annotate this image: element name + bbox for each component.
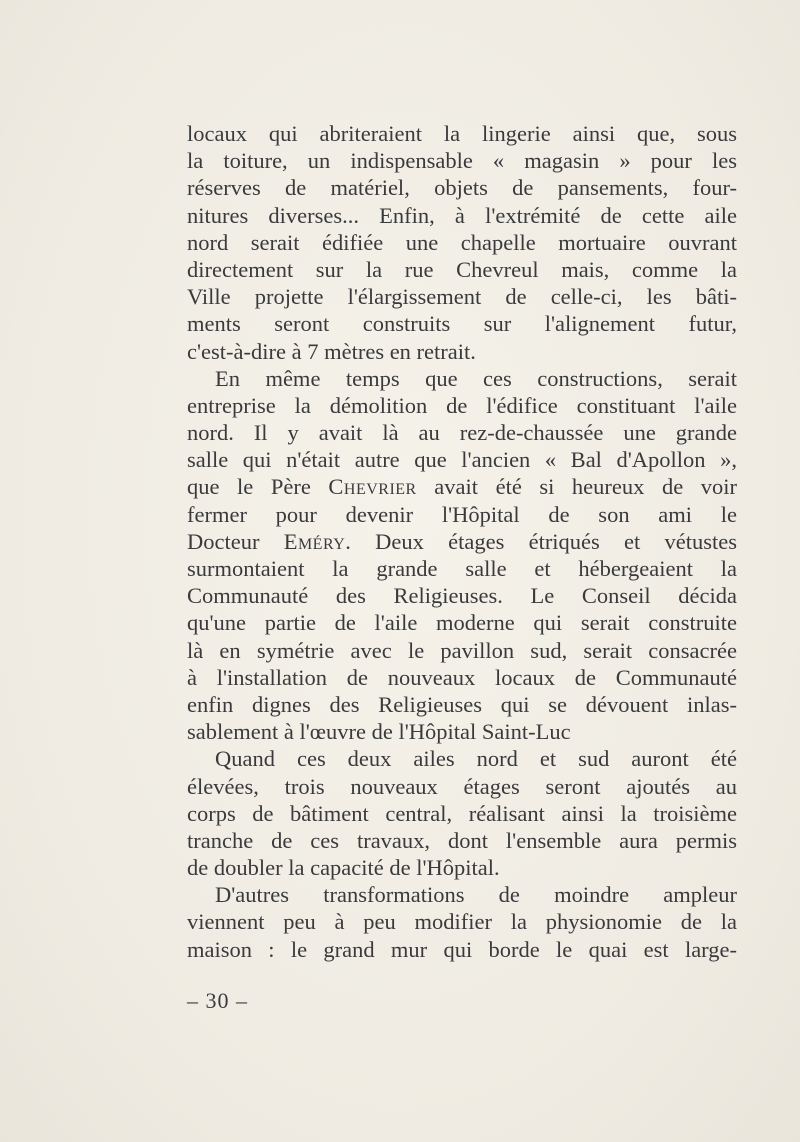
text-line: directement sur la rue Chevreul mais, comme la [187,256,737,282]
person-name: Eméry [283,528,346,554]
text-line: nitures diverses... Enfin, à l'extrémité de cette aile [187,202,737,228]
text-line: D'autres transformations de moindre ampleur [215,882,737,908]
body-text [187,120,737,963]
person-name: Chevrier [328,474,417,500]
text-line: nord serait édifiée une chapelle mortuaire ouvrant [187,229,737,255]
text-line: sablement à l'œuvre de l'Hôpital Saint-Luc [187,719,571,745]
text-line: fermer pour devenir l'Hôpital de son ami le [187,501,737,527]
text-line: Quand ces deux ailes nord et sud auront été [215,746,737,772]
text-line: En même temps que ces constructions, serait [215,365,737,391]
text-line: surmontaient la grande salle et hébergeaient la [187,556,737,581]
line-segment: . Deux étages étriqués et vétustes [345,528,737,554]
text-line: tranche de ces travaux, dont l'ensemble aura permis [187,827,737,853]
text-line: nord. Il y avait là au rez-de-chaussée une grande [187,420,737,446]
text-line: à l'installation de nouveaux locaux de Communauté [187,664,737,690]
text-line: la toiture, un indispensable « magasin » pour les [187,148,737,174]
text-line: Ville projette l'élargissement de celle-ci, les bâti- [187,284,737,310]
text-line: ments seront construits sur l'alignement futur, [187,311,737,337]
text-line: Communauté des Religieuses. Le Conseil décida [187,583,737,609]
paragraph [187,120,737,365]
text-line [187,473,737,500]
text-line: c'est-à-dire à 7 mètres en retrait. [187,338,476,364]
text-line: maison : le grand mur qui borde le quai est large- [187,936,737,962]
text-line: salle qui n'était autre que l'ancien « Bal d'Apollon », [187,447,737,473]
text-line: entreprise la démolition de l'édifice constituant l'aile [187,392,737,418]
text-line: enfin dignes des Religieuses qui se dévouent inlas- [187,691,737,717]
text-line: là en symétrie avec le pavillon sud, serait consacrée [187,637,737,663]
line-segment: Docteur [187,528,284,554]
line-segment: que le Père [187,474,329,500]
text-line: corps de bâtiment central, réalisant ainsi la troisième [187,800,737,826]
text-line: qu'une partie de l'aile moderne qui serait construite [187,610,737,636]
paragraph [187,365,737,746]
page-number: – 30 – [187,988,248,1013]
text-line: locaux qui abriteraient la lingerie ainsi que, sous [187,121,737,146]
paragraph [187,745,737,881]
text-line: viennent peu à peu modifier la physionomie de la [187,909,737,935]
paragraph [187,881,737,963]
text-line [187,528,737,555]
text-line: réserves de matériel, objets de pansements, four- [187,175,737,201]
line-segment: avait été si heureux de voir [416,474,737,500]
text-line: de doubler la capacité de l'Hôpital. [187,855,500,881]
text-line: élevées, trois nouveaux étages seront ajoutés au [187,773,737,799]
